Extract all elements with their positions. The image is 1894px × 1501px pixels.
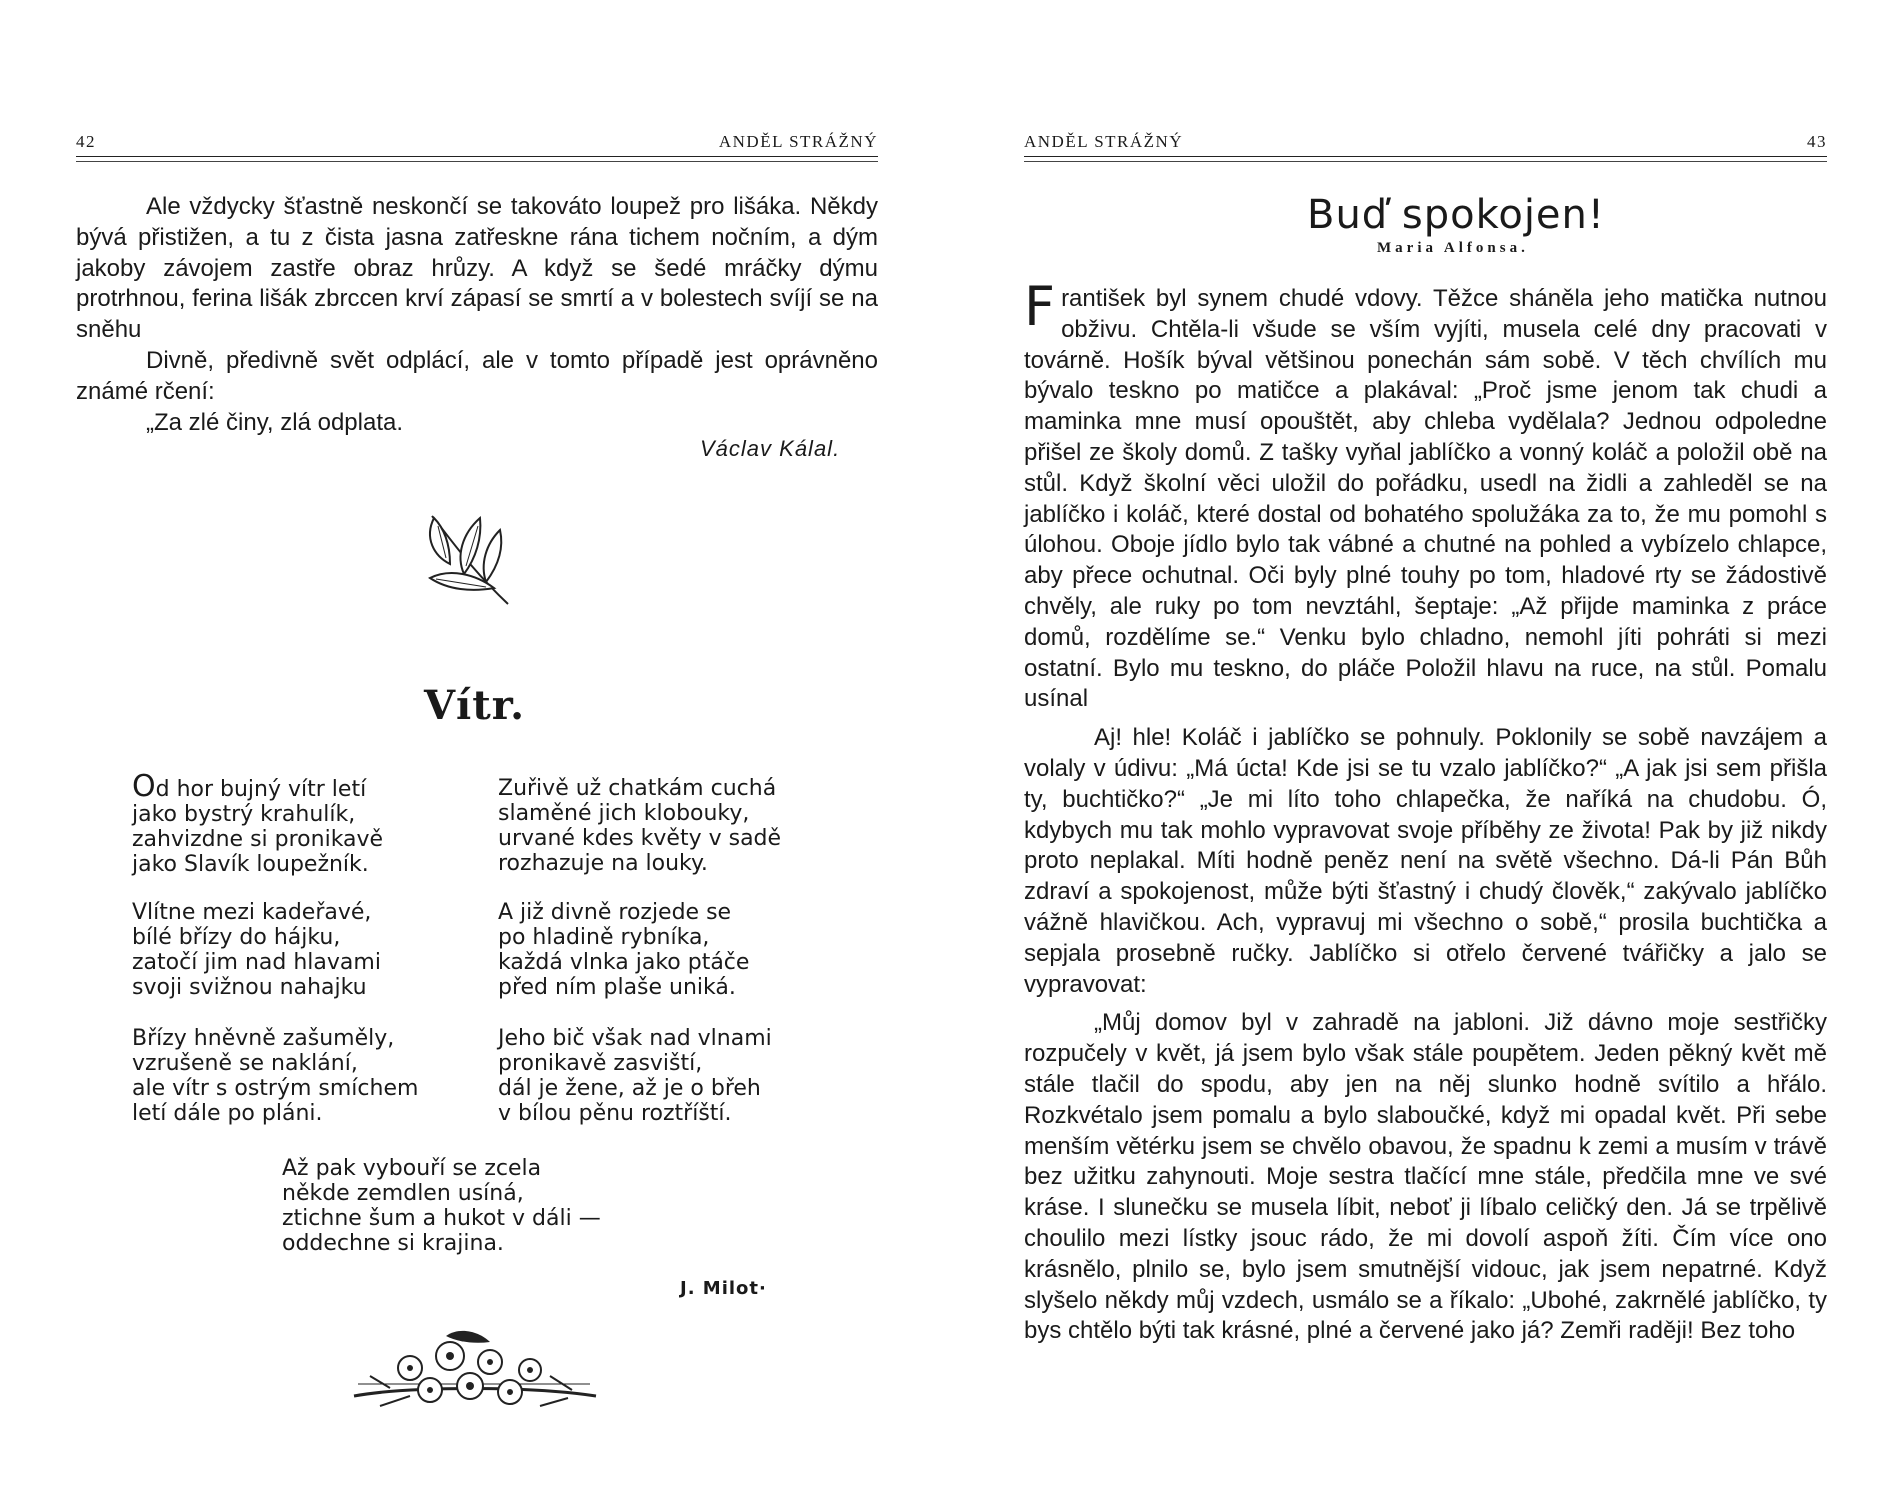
poem-line: A již divně rozjede se: [498, 900, 732, 925]
poem-line: urvané kdes květy v sadě: [498, 826, 782, 851]
poem-line: dál je žene, až je o břeh: [498, 1076, 761, 1101]
drop-cap: F: [1024, 275, 1056, 338]
paragraph: [1024, 275, 1827, 715]
paragraph: Divně, předivně svět odplácí, ale v tomto případě jest oprávněno známé rčení:: [76, 346, 878, 405]
stanza: [498, 1026, 772, 1126]
stanza: [282, 1156, 601, 1256]
poem-line: Až pak vybouří se zcela: [282, 1156, 542, 1181]
paragraph-text: rantišek byl synem chudé vdovy. Těžce sháněla jeho matička nutnou obživu. Chtěla-li všude se vším vyjíti, musela celé dny pracovati v továrně. Hošík býval většinou ponechán sám sobě. V těch chvílích mu bývalo teskno po matičce a plakával: „Proč jsme jenom tak chudi a maminka mne musí opouštět, aby chleba vydělala? Jednou odpoledne přišel ze školy domů. Z tašky vyňal jablíčko a vonný koláč a položil obě na stůl. Když školní věci uložil do pořádku, usedl na židli a zahleděl se na jablíčko i koláč, které dostal od bohatého spolužáka za to, že mu pomohl s úlohou. Oboje jídlo bylo tak vábné a chutné na pohled a vybízelo chlapce, aby přece ochutnal. Oči byly plné touhy po tom, hladové rty se žádostivě chvěly, ale ruky po tom nevztáhl, šeptaje: „Až přijde maminka z práce domů, rozdělíme se.“ Venku bylo chladno, nemohl jíti pohráti si mezi ostatní. Bylo mu teskno, do pláče Položil hlavu na ruce, na stůl. Pomalu usínal: [1024, 285, 1827, 713]
story-title: Buď spokojen!: [1307, 192, 1605, 238]
poem-line: d hor bujný vítr letí: [155, 777, 367, 802]
poem-line: před ním plaše uniká.: [498, 975, 736, 1000]
poem-line: ztichne šum a hukot v dáli —: [282, 1206, 601, 1231]
flower-garland-icon: [350, 1326, 600, 1418]
stanza: [132, 1026, 418, 1126]
poem-line: někde zemdlen usíná,: [282, 1181, 524, 1206]
header-rule-thin: [76, 161, 878, 162]
poem-line: oddechne si krajina.: [282, 1231, 504, 1256]
poem-line: v bílou pěnu roztříští.: [498, 1101, 732, 1126]
poem-line: zatočí jim nad hlavami: [132, 950, 381, 975]
paragraph: Aj! hle! Koláč i jablíčko se pohnuly. Poklonily se sobě navzájem a volaly v údivu: „Má úcta! Kde jsi se tu vzalo jablíčko?“ „A jak jsi sem přišla ty, buchtičko?“ „Je mi líto toho chlapečka, že naříká na chudobu. Ó, kdybych mu tak mohlo vypravovat svoje příběhy ze života! Pak by již nikdy proto neplakal. Míti hodně peněz není na světě všechno. Dá-li Pán Bůh zdraví a spokojenost, může býti šťastný i chudý člověk,“ zakývalo jablíčko vážně hlavičkou. Ach, vypravuj mi všechno o sobě,“ prosila buchtička a sepjala prosebně ručky. Jablíčko si otřelo červené tvářičky a jalo se vypravovat:: [1024, 724, 1827, 998]
poem-line: každá vlnka jako ptáče: [498, 950, 750, 975]
poem-line: letí dále po pláni.: [132, 1101, 323, 1126]
stanza: [132, 769, 384, 877]
stanza: [132, 900, 381, 1000]
header-rule: [1024, 156, 1827, 157]
poem-line: po hladině rybníka,: [498, 925, 710, 950]
right-page: [947, 0, 1894, 1501]
poem-line: zahvizdne si pronikavě: [132, 827, 384, 852]
running-head-left: [76, 128, 878, 152]
poem-line: Břízy hněvně zašuměly,: [132, 1026, 395, 1051]
running-head-right: [1024, 128, 1827, 152]
story-body: [1024, 275, 1827, 1347]
story-author: Maria Alfonsa.: [1377, 240, 1529, 256]
stanza: [498, 900, 749, 1000]
poem-line: rozhazuje na louky.: [498, 851, 708, 876]
page-number: 43: [1807, 132, 1827, 151]
poem-line: Vlítne mezi kadeřavé,: [132, 900, 372, 925]
paragraph: „Můj domov byl v zahradě na jabloni. Již dávno moje sestřičky rozpučely v květ, já jsem bylo však stále poupětem. Jeden pěkný květ mě stále tlačil do spodu, aby jen na něj slunko hodně svítilo a hřálo. Rozkvétalo jsem pomalu a bylo slaboučké, když mi opadal květ. Při sebe menším větérku jsem se chvělo obavou, že spadnu k zemi a musím v trávě bez užitku zahynouti. Moje sestra tlačící mne stále, předčila mne ve své kráse. I slunečku se musela líbit, neboť ji líbalo celičký den. Já se trpělivě choulilo mezi lístky jsouc rádo, že mi dovolí aspoň žíti. Čím více ono krásnělo, plnilo se, bylo jsem smutnější vidouc, jak jsem nepatrné. Když slyšelo někdy můj vzdech, usmálo se a říkalo: „Ubohé, zakrnělé jablíčko, ty bys chtělo býti tak krásné, plné a červené jako já? Zemři raději! Bez toho: [1024, 1009, 1827, 1345]
poem-author: J. Milot·: [680, 1278, 767, 1299]
header-rule-thin: [1024, 161, 1827, 162]
poem-line: jako Slavík loupežník.: [132, 852, 369, 877]
poem-line: slaměné jich klobouky,: [498, 801, 750, 826]
drop-cap: O: [132, 769, 156, 804]
poem-line: bílé břízy do hájku,: [132, 925, 341, 950]
poem-line: Jeho bič však nad vlnami: [498, 1026, 772, 1051]
poem-line: Zuřivě už chatkám cuchá: [498, 776, 777, 801]
running-title: ANDĚL STRÁŽNÝ: [718, 132, 878, 151]
poem-line: jako bystrý krahulík,: [132, 802, 356, 827]
header-rule: [76, 156, 878, 157]
running-title: ANDĚL STRÁŽNÝ: [1024, 132, 1184, 151]
paragraph: Ale vždycky šťastně neskončí se takováto loupež pro lišáka. Někdy bývá přistižen, a tu z čista jasna zatřeskne rána tichem nočním, a dým jakoby závojem zastře obraz hrůzy. A když se šedé mráčky dýmu protrhnou, ferina lišák zbrccen krví zápasí se smrtí a v bolestech svíjí se na sněhu: [76, 193, 878, 344]
prose-block: [76, 192, 878, 438]
page-number: 42: [76, 132, 96, 151]
paragraph: „Za zlé činy, zlá odplata.: [146, 408, 404, 436]
poem-title: Vítr.: [424, 682, 526, 729]
signature: Václav Kálal.: [700, 436, 841, 461]
laurel-sprig-icon: [420, 508, 520, 608]
poem-line: pronikavě zasviští,: [498, 1051, 703, 1076]
poem-line: vzrušeně se naklání,: [132, 1051, 358, 1076]
stanza: [498, 776, 781, 876]
poem-line: ale vítr s ostrým smíchem: [132, 1076, 419, 1101]
poem-line: svoji svižnou nahajku: [132, 975, 367, 1000]
